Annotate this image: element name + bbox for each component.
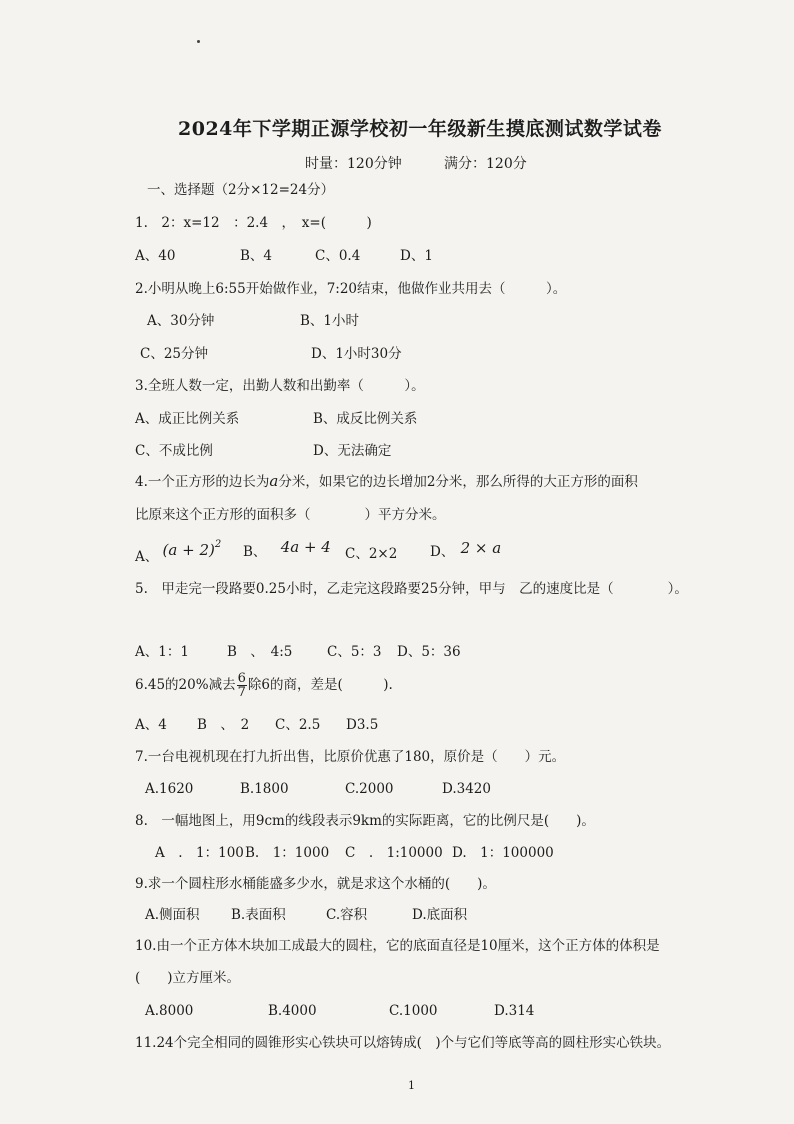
q8-option-b: B. 1：1000 (245, 845, 330, 861)
question-9: 9.求一个圆柱形水桶能盛多少水，就是求这个水桶的( )。 (135, 876, 496, 892)
q9-option-a: A.侧面积 (145, 907, 200, 923)
exam-score: 满分：120分 (444, 156, 527, 172)
q4-option-b-expr: 4a + 4 (280, 538, 331, 556)
question-3: 3.全班人数一定，出勤人数和出勤率（ ）。 (135, 378, 425, 394)
q6-fraction: $\frac{6}{7}$ (237, 671, 246, 700)
q5-option-d: D、5：36 (397, 644, 461, 660)
question-1: 1. 2：x=12 ：2.4 ， x=( ) (135, 215, 372, 231)
q5-option-c: C、5：3 (327, 644, 382, 660)
q1-option-a: A、40 (135, 248, 176, 264)
q3-option-c: C、不成比例 (135, 443, 213, 459)
q4-option-b: B、 4a + 4 (243, 538, 331, 560)
q2-option-a: A、30分钟 (147, 313, 215, 329)
q9-option-d: D.底面积 (412, 907, 468, 923)
exam-time: 时量：120分钟 (305, 156, 402, 172)
q6-option-b: B 、 2 (197, 717, 250, 733)
question-5: 5. 甲走完一段路要0.25小时，乙走完这段路要25分钟，甲与 乙的速度比是（ ）。 (135, 581, 688, 597)
q8-option-a: A . 1：100 (155, 845, 244, 861)
q9-option-b: B.表面积 (231, 907, 286, 923)
q3-option-b: B、成反比例关系 (313, 411, 418, 427)
q8-option-d: D. 1：100000 (452, 845, 554, 861)
q4-stem-pre: 4.一个正方形的边长为 (135, 474, 270, 490)
question-2: 2.小明从晚上6:55开始做作业，7:20结束，他做作业共用去（ ）。 (135, 281, 567, 297)
q7-option-c: C.2000 (345, 781, 394, 797)
q7-option-a: A.1620 (145, 781, 194, 797)
q6-option-d: D3.5 (346, 717, 379, 733)
q2-option-b: B、1小时 (300, 313, 360, 329)
q7-option-b: B.1800 (240, 781, 289, 797)
q10-option-a: A.8000 (145, 1003, 194, 1019)
q3-option-a: A、成正比例关系 (135, 411, 240, 427)
q10-option-b: B.4000 (268, 1003, 317, 1019)
section-heading: 一、选择题（2分×12=24分） (147, 182, 335, 198)
q6-option-a: A、4 (135, 717, 167, 733)
scan-speck (197, 40, 200, 43)
q3-option-d: D、无法确定 (313, 443, 392, 459)
q2-option-d: D、1小时30分 (311, 346, 402, 362)
q7-option-d: D.3420 (442, 781, 491, 797)
q1-option-d: D、1 (400, 248, 433, 264)
question-8: 8. 一幅地图上，用9cm的线段表示9km的实际距离，它的比例尺是( )。 (135, 813, 595, 829)
q4-variable-a: a (269, 472, 279, 490)
q2-option-c: C、25分钟 (140, 346, 209, 362)
question-6: 6.45的20%减去 $\frac{6}{7}$ 除6的商，差是( ). (135, 671, 393, 700)
q6-option-c: C、2.5 (275, 717, 321, 733)
question-4 (135, 472, 638, 491)
question-7: 7.一台电视机现在打九折出售，比原价优惠了180，原价是（ ）元。 (135, 749, 566, 765)
q10-option-c: C.1000 (389, 1003, 438, 1019)
q4-option-d-expr: 2 × a (460, 539, 502, 557)
q8-option-c: C . 1:10000 (345, 845, 443, 861)
q9-option-c: C.容积 (326, 907, 368, 923)
q4-stem-post: 分米，如果它的边长增加2分米，那么所得的大正方形的面积 (278, 474, 638, 490)
question-10: 10.由一个正方体木块加工成最大的圆柱，它的底面直径是10厘米，这个正方体的体积是 (135, 938, 660, 954)
question-11: 11.24个完全相同的圆锥形实心铁块可以熔铸成( )个与它们等底等高的圆柱形实心铁块。 (135, 1035, 671, 1051)
q1-option-b: B、4 (240, 248, 273, 264)
q4-option-a: A、 $(a + 2)^2$ (135, 539, 222, 565)
q5-option-b: B 、 4:5 (227, 644, 293, 660)
exam-title: 2024年下学期正源学校初一年级新生摸底测试数学试卷 (178, 118, 662, 140)
q1-option-c: C、0.4 (315, 248, 361, 264)
q5-option-a: A、1：1 (135, 644, 189, 660)
q4-option-a-expr: $(a + 2)^2$ (162, 539, 222, 559)
q4-option-d: D、 2 × a (430, 539, 502, 560)
question-4-line2: 比原来这个正方形的面积多（ ）平方分米。 (135, 507, 446, 523)
q4-option-c: C、2×2 (345, 546, 398, 562)
page-number: 1 (408, 1079, 415, 1092)
question-10-line2: ( )立方厘米。 (135, 970, 241, 986)
q10-option-d: D.314 (494, 1003, 535, 1019)
